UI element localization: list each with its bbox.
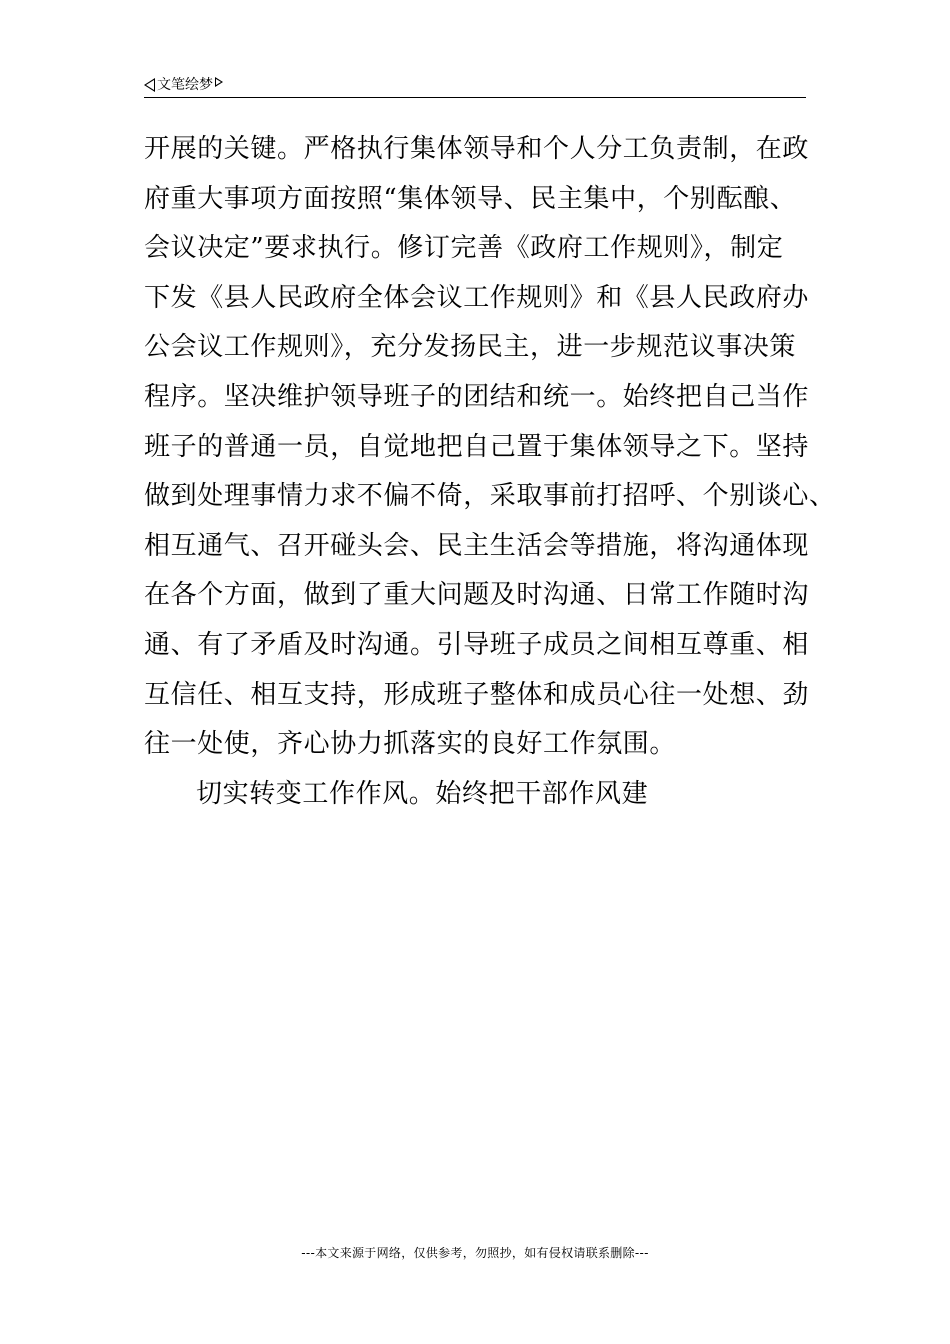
footer-notice: ---本文来源于网络，仅供参考，勿照抄，如有侵权请联系删除--- xyxy=(301,1246,649,1260)
paragraph-2 xyxy=(144,770,809,820)
text-line: 往一处使，齐心协力抓落实的良好工作氛围。 xyxy=(144,729,677,760)
text-line: 班子的普通一员，自觉地把自己置于集体领导之下。坚持 xyxy=(144,431,810,462)
page-header xyxy=(144,74,223,96)
text-line: 府重大事项方面按照“集体领导、民主集中，个别酝酿、 xyxy=(144,183,797,214)
header-brand-text: 文笔绘梦 xyxy=(157,77,213,93)
text-line: 开展的关键。严格执行集体领导和个人分工负责制，在政 xyxy=(144,134,810,164)
text-line: 程序。坚决维护领导班子的团结和统一。始终把自己当作 xyxy=(144,381,810,412)
left-triangle-icon xyxy=(144,78,155,92)
text-line: 做到处理事情力求不偏不倚，采取事前打招呼、个别谈心、 xyxy=(144,481,836,512)
text-line: 互信任、相互支持，形成班子整体和成员心往一处想、劲 xyxy=(144,679,810,710)
text-line: 会议决定”要求执行。修订完善《政府工作规则》，制定 xyxy=(144,233,784,264)
text-line: 通、有了矛盾及时沟通。引导班子成员之间相互尊重、相 xyxy=(144,629,810,660)
text-line: 公会议工作规则》，充分发扬民主，进一步规范议事决策 xyxy=(144,332,797,363)
header-divider xyxy=(144,97,806,98)
document-body xyxy=(144,125,836,819)
text-line: 下发《县人民政府全体会议工作规则》和《县人民政府办 xyxy=(144,282,810,313)
text-line: 在各个方面，做到了重大问题及时沟通、日常工作随时沟 xyxy=(144,580,810,611)
text-line: 相互通气、召开碰头会、民主生活会等措施，将沟通体现 xyxy=(144,530,810,561)
right-triangle-icon xyxy=(215,77,223,87)
paragraph-1 xyxy=(144,125,836,770)
text-line: 切实转变工作作风。始终把干部作风建 xyxy=(196,778,649,809)
